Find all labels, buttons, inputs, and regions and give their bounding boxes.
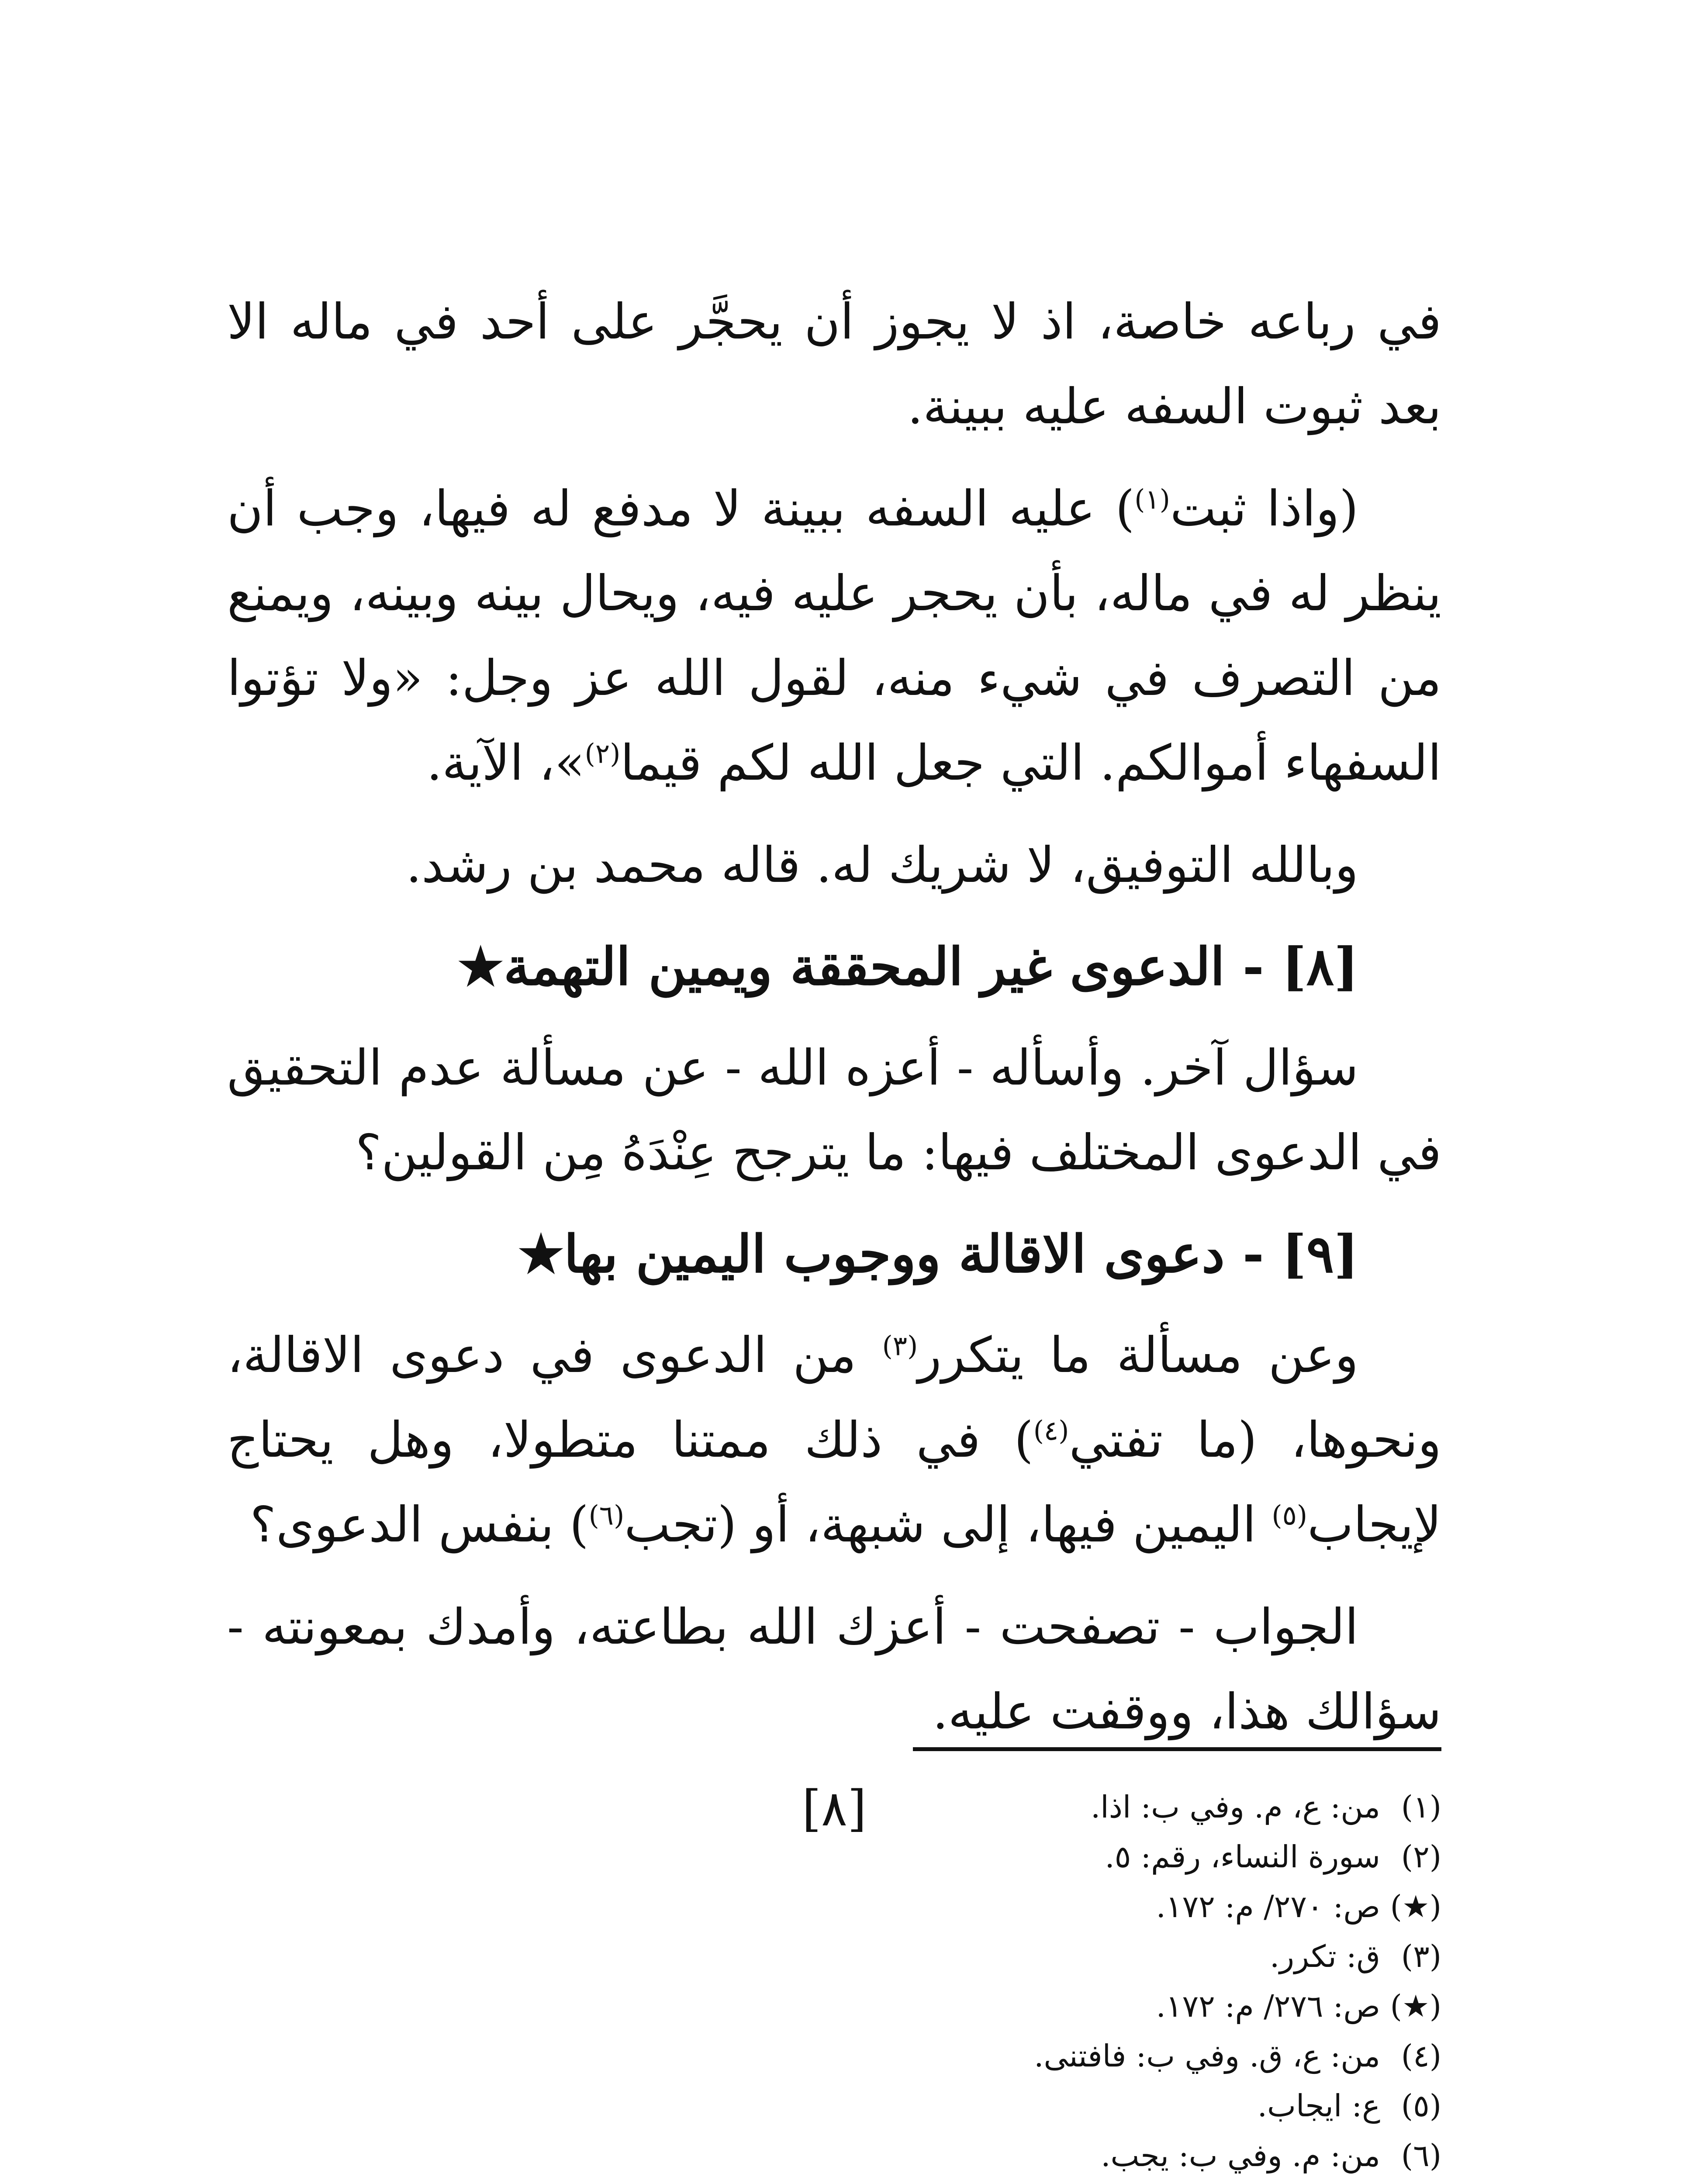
footnote-number: (٢) <box>1401 1839 1441 1875</box>
section-heading-9: [٩] - دعوى الاقالة ووجوب اليمين بها★ <box>518 1223 1358 1284</box>
paragraph-2-text-c: »، الآية. <box>426 735 585 791</box>
paragraph-2-text-a: (واذا ثبت <box>1170 480 1359 537</box>
footnote-item <box>699 2131 1441 2181</box>
paragraph-1 <box>227 280 1441 449</box>
footnote-item <box>699 1832 1441 1882</box>
footnote-number: (★) <box>1390 1988 1441 2024</box>
footnote-text: ص: ٢٧٦/ م: ١٧٢. <box>1156 1988 1380 2024</box>
section-heading-8: [٨] - الدعوى غير المحققة ويمين التهمة★ <box>457 936 1358 997</box>
footnote-item <box>699 1932 1441 1981</box>
footnotes <box>699 1782 1441 2181</box>
footnote-text: من: ع، ق. وفي ب: فافتنى. <box>1034 2038 1380 2074</box>
footnote-item <box>699 1882 1441 1932</box>
section-marker: [٨] <box>802 1780 867 1837</box>
paragraph-5-text-e: ) بنفس الدعوى؟ <box>250 1496 589 1553</box>
footnote-number: (٥) <box>1401 2088 1441 2124</box>
paragraph-5-text-a: وعن مسألة ما يتكرر <box>918 1327 1359 1384</box>
footnote-number: (٤) <box>1401 2038 1441 2074</box>
footnote-item <box>699 2081 1441 2131</box>
footnote-item <box>699 2031 1441 2081</box>
footnote-number: (★) <box>1390 1889 1441 1925</box>
footnote-text: ق: تكرر. <box>1270 1939 1380 1974</box>
footnote-number: (٣) <box>1401 1939 1441 1974</box>
paragraph-5-text-d: اليمين فيها، إلى شبهة، أو (تجب <box>624 1496 1272 1553</box>
footnote-ref-6: (٦) <box>588 1499 625 1531</box>
main-text <box>227 280 1441 1846</box>
paragraph-3-text: وبالله التوفيق، لا شريك له. قاله محمد بن رشد. <box>406 837 1358 894</box>
footnote-text: سورة النساء، رقم: ٥. <box>1105 1839 1380 1875</box>
paragraph-3 <box>227 823 1441 908</box>
paragraph-2 <box>227 467 1441 805</box>
footnote-ref-4: (٤) <box>1033 1414 1069 1447</box>
footnote-text: ع: ايجاب. <box>1257 2088 1380 2124</box>
paragraph-5-text-b: من الدعوى في دعوى الاقالة، ونحوها، (ما تفتي <box>227 1327 1441 1469</box>
paragraph-5-text-c: ) في ذلك ممتنا متطولا، وهل يحتاج لإيجاب <box>227 1412 1441 1553</box>
footnote-item <box>699 1981 1441 2031</box>
footnote-text: من: م. وفي ب: يجب. <box>1101 2138 1380 2174</box>
paragraph-1-text: في رباعه خاصة، اذ لا يجوز أن يحجَّر على أحد في ماله الا بعد ثبوت السفه عليه ببينة. <box>227 294 1441 435</box>
footnote-ref-2: (٢) <box>584 737 621 770</box>
paragraph-4 <box>227 1026 1441 1195</box>
footnote-item <box>699 1782 1441 1832</box>
footnote-ref-1: (١) <box>1134 483 1170 515</box>
footnote-ref-5: (٥) <box>1271 1499 1308 1531</box>
footnote-ref-3: (٣) <box>882 1330 918 1362</box>
footnote-number: (٦) <box>1401 2138 1441 2174</box>
paragraph-4-text: سؤال آخر. وأسأله - أعزه الله - عن مسألة عدم التحقيق في الدعوى المختلف فيها: ما يترجح عِنْدَهُ مِن القولين؟ <box>227 1040 1441 1181</box>
footnote-divider <box>913 1747 1441 1751</box>
footnote-number: (١) <box>1401 1789 1441 1825</box>
footnote-text: من: ع، م. وفي ب: اذا. <box>1091 1789 1380 1825</box>
paragraph-6 <box>227 1585 1441 1754</box>
paragraph-5 <box>227 1313 1441 1567</box>
paragraph-2-text-b: ) عليه السفه ببينة لا مدفع له فيها، وجب أن ينظر له في ماله، بأن يحجر عليه فيه، ويحال بينه وبينه، ويمنع من التصرف في شيء منه، لقول الله عز وجل: «ولا تؤتوا السفهاء أموالكم. التي جعل الله لكم قيما <box>227 480 1441 791</box>
footnote-text: ص: ٢٧٠/ م: ١٧٢. <box>1156 1889 1380 1925</box>
paragraph-6-text: الجواب - تصفحت - أعزك الله بطاعته، وأمدك بمعونته - سؤالك هذا، ووقفت عليه. <box>227 1599 1441 1740</box>
